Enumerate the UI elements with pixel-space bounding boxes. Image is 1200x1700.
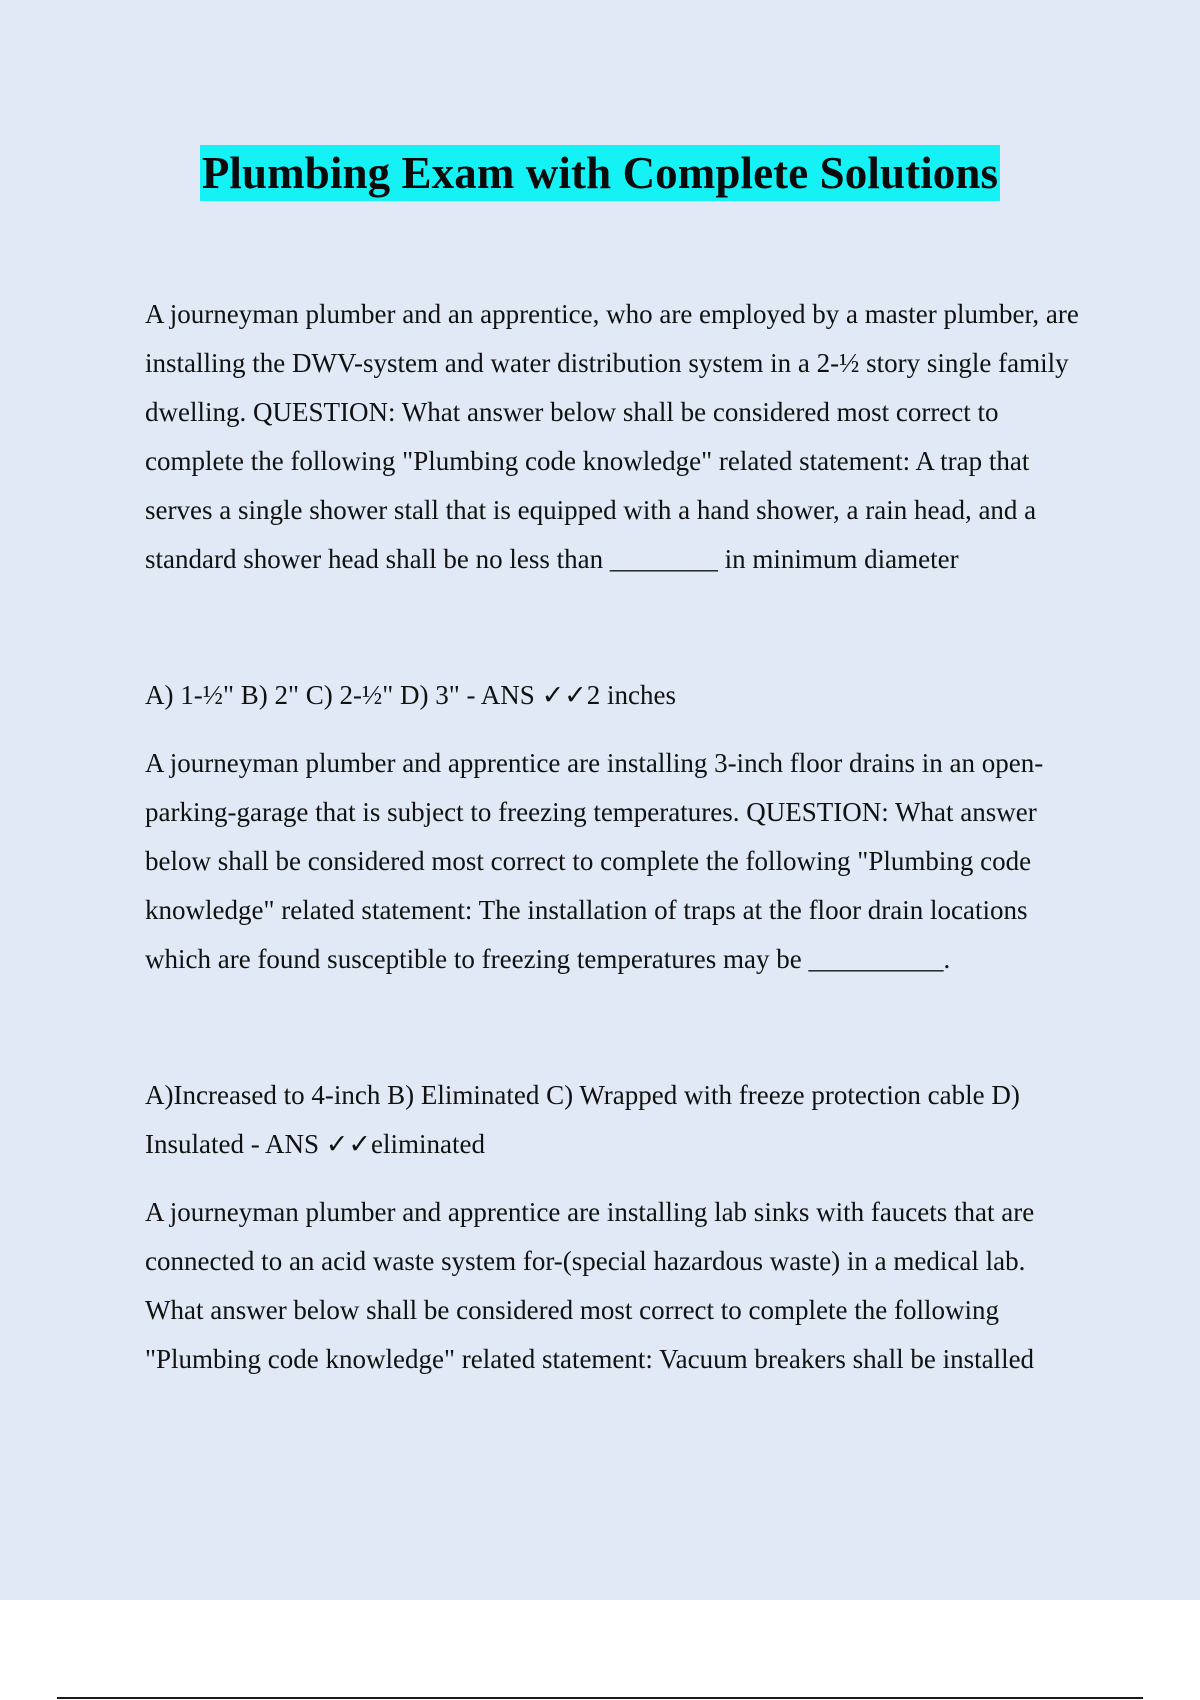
- answer-2-text: A)Increased to 4-inch B) Eliminated C) Wrapped with freeze protection cable D) Insulated - ANS ✓✓eliminated: [145, 1080, 1020, 1159]
- question-2-text: A journeyman plumber and apprentice are installing 3-inch floor drains in an open-parking-garage that is subject to freezing temperatures. QUESTION: What answer below shall be considered most correct to complete the following "Plumbing code knowledge" related statement: The installation of traps at the floor drain locations which are found susceptible to freezing temperatures may be __________.: [145, 748, 1044, 974]
- document-title: Plumbing Exam with Complete Solutions: [200, 145, 1000, 201]
- spacer: [145, 984, 1090, 1071]
- spacer: [145, 584, 1090, 671]
- title-container: [0, 145, 1200, 201]
- answer-1-text: A) 1-½" B) 2" C) 2-½" D) 3" - ANS ✓✓2 inches: [145, 680, 677, 710]
- spacer: [145, 1169, 1090, 1188]
- document-body: [145, 290, 1090, 1384]
- spacer: [145, 720, 1090, 739]
- bottom-divider: [57, 1697, 1143, 1699]
- question-3-text: A journeyman plumber and apprentice are installing lab sinks with faucets that are connected to an acid waste system for-(special hazardous waste) in a medical lab. What answer below shall be considered most correct to complete the following "Plumbing code knowledge" related statement: Vacuum breakers shall be installed: [145, 1197, 1035, 1374]
- question-1-text: A journeyman plumber and an apprentice, who are employed by a master plumber, are installing the DWV-system and water distribution system in a 2-½ story single family dwelling. QUESTION: What answer below shall be considered most correct to complete the following "Plumbing code knowledge" related statement: A trap that serves a single shower stall that is equipped with a hand shower, a rain head, and a standard shower head shall be no less than ________ in minimum diameter: [145, 299, 1079, 574]
